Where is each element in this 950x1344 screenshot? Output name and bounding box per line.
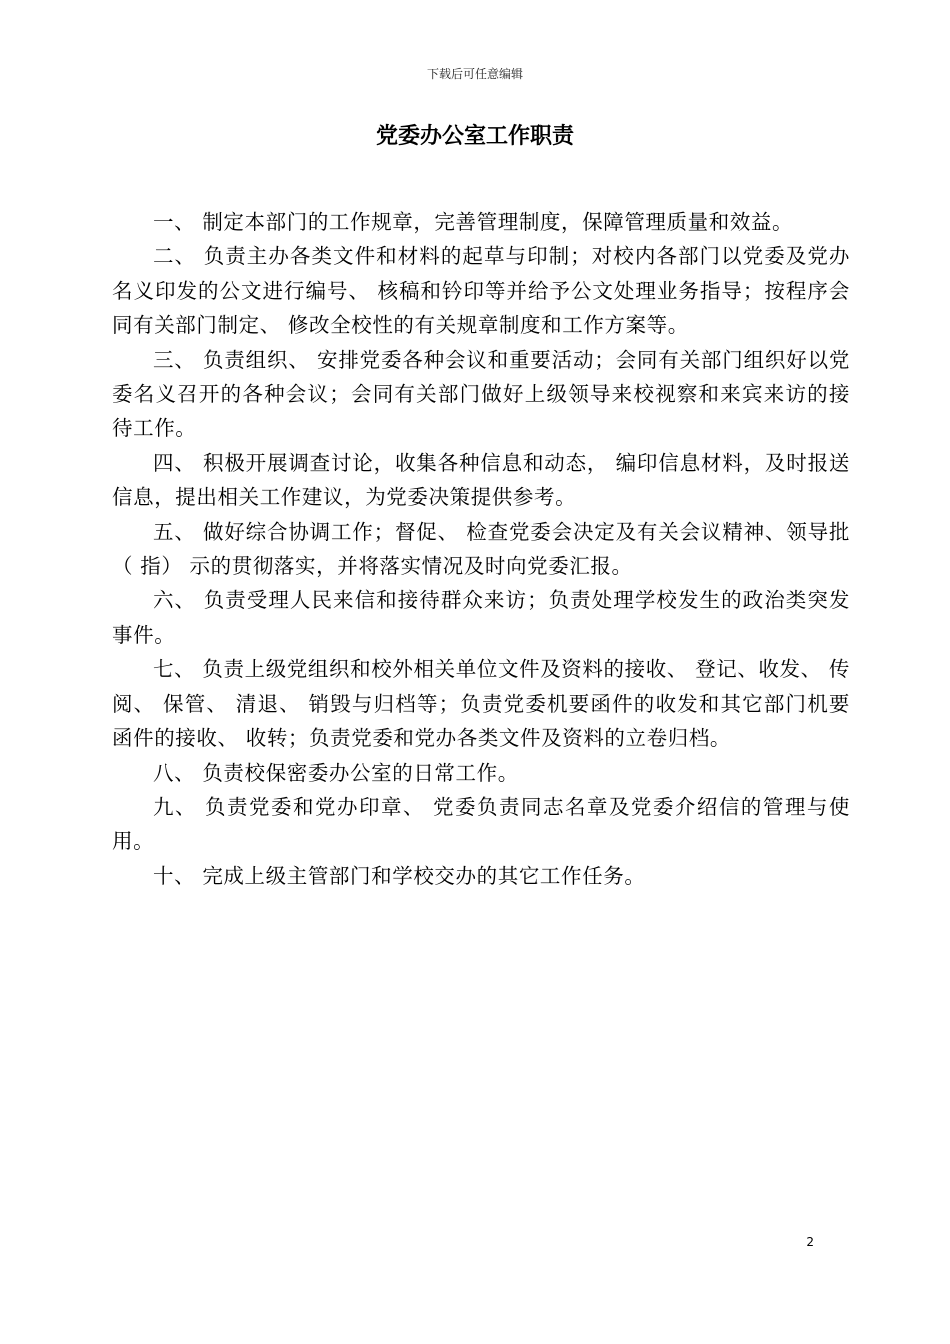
page-number: 2 [806,1235,814,1249]
duty-item-5: 五、 做好综合协调工作；督促、 检查党委会决定及有关会议精神、领导批（ 指） 示的贯彻落实，并将落实情况及时向党委汇报。 [112,519,850,579]
duty-item-2: 二、 负责主办各类文件和材料的起草与印制；对校内各部门以党委及党办名义印发的公文进行编号、 核稿和钤印等并给予公文处理业务指导；按程序会同有关部门制定、 修改全校性的有关规章制度和工作方案等。 [112,244,850,338]
document-title: 党委办公室工作职责 [375,124,574,149]
duty-item-10: 十、 完成上级主管部门和学校交办的其它工作任务。 [153,863,646,888]
duty-item-4: 四、 积极开展调查讨论，收集各种信息和动态， 编印信息材料，及时报送信息，提出相关工作建议，为党委决策提供参考。 [112,450,850,510]
duty-item-1: 一、 制定本部门的工作规章，完善管理制度，保障管理质量和效益。 [153,210,794,234]
page-header-note: 下载后可任意编辑 [426,67,523,81]
duty-item-9: 九、 负责党委和党办印章、 党委负责同志名章及党委介绍信的管理与使用。 [112,794,850,854]
document-body [112,205,850,893]
duty-item-6: 六、 负责受理人民来信和接待群众来访；负责处理学校发生的政治类突发事件。 [112,588,850,647]
duty-item-3: 三、 负责组织、 安排党委各种会议和重要活动；会同有关部门组织好以党委名义召开的各种会议；会同有关部门做好上级领导来校视察和来宾来访的接待工作。 [112,347,850,441]
duty-item-7: 七、 负责上级党组织和校外相关单位文件及资料的接收、 登记、收发、 传阅、 保管、 清退、 销毁与归档等；负责党委机要函件的收发和其它部门机要函件的接收、 收转；负责党委和党办各类文件及资料的立卷归档。 [112,657,850,751]
duty-item-8: 八、 负责校保密委办公室的日常工作。 [153,760,519,785]
